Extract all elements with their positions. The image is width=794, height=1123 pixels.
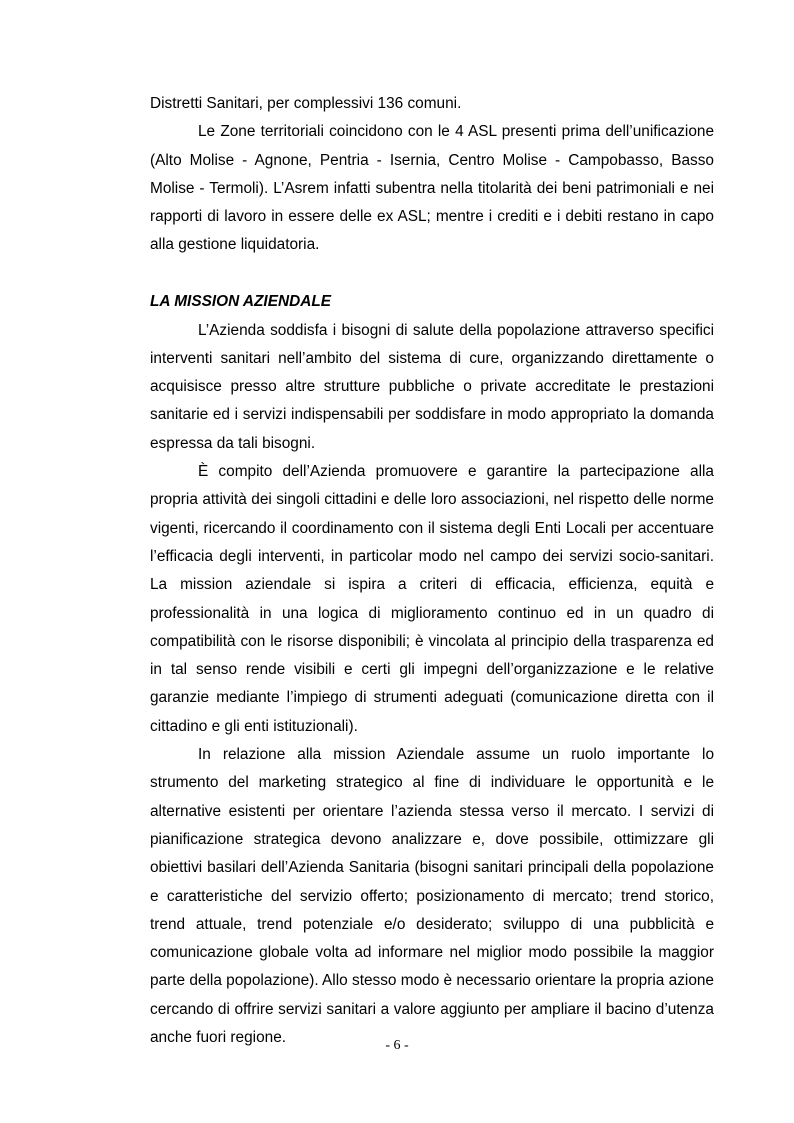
section-heading: LA MISSION AZIENDALE [150, 293, 331, 311]
paragraph-intro-1: Distretti Sanitari, per complessivi 136 comuni. [150, 95, 462, 112]
page-number: - 6 - [385, 1038, 409, 1053]
paragraph-section-3: In relazione alla mission Aziendale assume un ruolo importante lo strumento del marketing strategico al fine di individuare le opportunità e le alternative esistenti per orientare l’azienda stessa verso il mercato. I servizi di pianificazione strategica devono analizzare e, dove possibile, ottimizzare gli obiettivi basilari dell’Azienda Sanitaria (bisogni sanitari principali della popolazione e caratteristiche del servizio offerto; posizionamento di mercato; trend storico, trend attuale, trend potenziale e/o desiderato; sviluppo di una pubblicità e comunicazione globale volta ad informare nel miglior modo possibile la maggior parte della popolazione). Allo stesso modo è necessario orientare la propria azione cercando di offrire servizi sanitari a valore aggiunto per ampliare il bacino d’utenza anche fuori regione. [150, 746, 714, 1046]
document-page [150, 90, 714, 1052]
paragraph-intro-2: Le Zone territoriali coincidono con le 4 ASL presenti prima dell’unificazione (Alto Molise - Agnone, Pentria - Isernia, Centro Molise - Campobasso, Basso Molise - Termoli). L’Asrem infatti subentra nella titolarità dei beni patrimoniali e nei rapporti di lavoro in essere delle ex ASL; mentre i crediti e i debiti restano in capo alla gestione liquidatoria. [150, 123, 714, 254]
paragraph-section-1: L’Azienda soddisfa i bisogni di salute della popolazione attraverso specifici interventi sanitari nell’ambito del sistema di cure, organizzando direttamente o acquisisce presso altre strutture pubbliche o private accreditate le prestazioni sanitarie ed i servizi indispensabili per soddisfare in modo appropriato la domanda espressa da tali bisogni. [150, 321, 714, 452]
paragraph-section-2: È compito dell’Azienda promuovere e garantire la partecipazione alla propria attività dei singoli cittadini e delle loro associazioni, nel rispetto delle norme vigenti, ricercando il coordinamento con il sistema degli Enti Locali per accentuare l’efficacia degli interventi, in particolar modo nel campo dei servizi socio-sanitari. La mission aziendale si ispira a criteri di efficacia, efficienza, equità e professionalità in una logica di miglioramento continuo ed in un quadro di compatibilità con le risorse disponibili; è vincolata al principio della trasparenza ed in tal senso rende visibili e certi gli impegni dell’organizzazione e le relative garanzie mediante l’impiego di strumenti adeguati (comunicazione diretta con il cittadino e gli enti istituzionali). [150, 463, 714, 735]
